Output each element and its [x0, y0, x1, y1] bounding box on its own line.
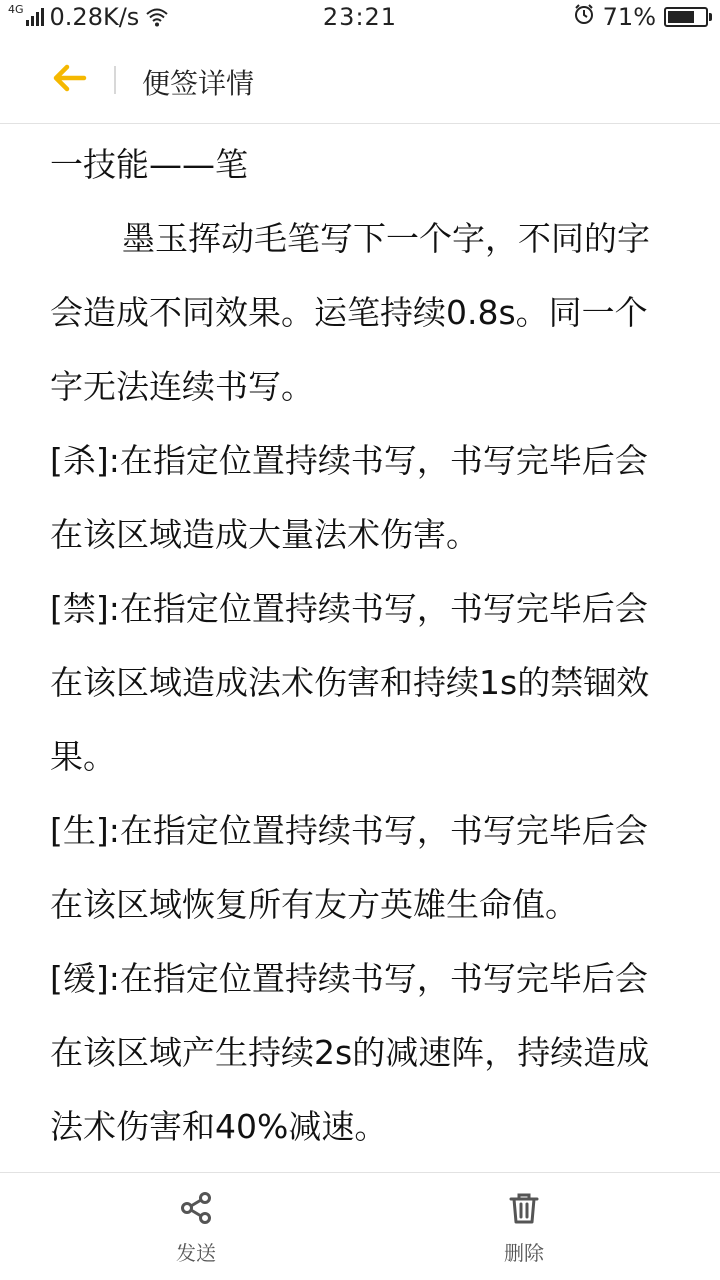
share-button[interactable]: [136, 1191, 256, 1266]
battery-icon: [664, 7, 708, 27]
note-paragraph: [生]:在指定位置持续书写，书写完毕后会在该区域恢复所有友方英雄生命值。: [50, 811, 648, 924]
delete-label: 删除: [504, 1241, 544, 1265]
arrow-left-icon: [51, 63, 87, 97]
status-right: [573, 3, 708, 31]
back-button[interactable]: [44, 60, 94, 100]
status-time: 23:21: [322, 3, 398, 31]
header-divider: [114, 66, 116, 94]
alarm-icon: [573, 3, 595, 31]
note-paragraph: 墨玉挥动毛笔写下一个字，不同的字会造成不同效果。运笔持续0.8s。同一个字无法连续书写。: [50, 219, 650, 406]
share-label: 发送: [176, 1241, 216, 1265]
note-heading: 一技能——笔: [50, 145, 248, 184]
battery-fill: [668, 11, 694, 23]
note-content: [50, 128, 670, 1168]
share-icon: [179, 1191, 213, 1229]
header: [0, 36, 720, 124]
note-paragraph: [缓]:在指定位置持续书写，书写完毕后会在该区域产生持续2s的减速阵，持续造成法术伤害和40%减速。: [50, 959, 650, 1146]
page-title: 便签详情: [142, 67, 255, 100]
network-type: 4G: [8, 2, 24, 16]
trash-icon: [507, 1191, 541, 1229]
battery-percent: 71%: [602, 3, 656, 31]
note-paragraph: [禁]:在指定位置持续书写，书写完毕后会在该区域造成法术伤害和持续1s的禁锢效果。: [50, 589, 650, 776]
status-bar: [0, 0, 720, 36]
delete-button[interactable]: [464, 1191, 584, 1266]
network-speed: 0.28K/s: [49, 3, 140, 31]
bottom-action-bar: [0, 1172, 720, 1280]
note-paragraph: [杀]:在指定位置持续书写，书写完毕后会在该区域造成大量法术伤害。: [50, 441, 648, 554]
